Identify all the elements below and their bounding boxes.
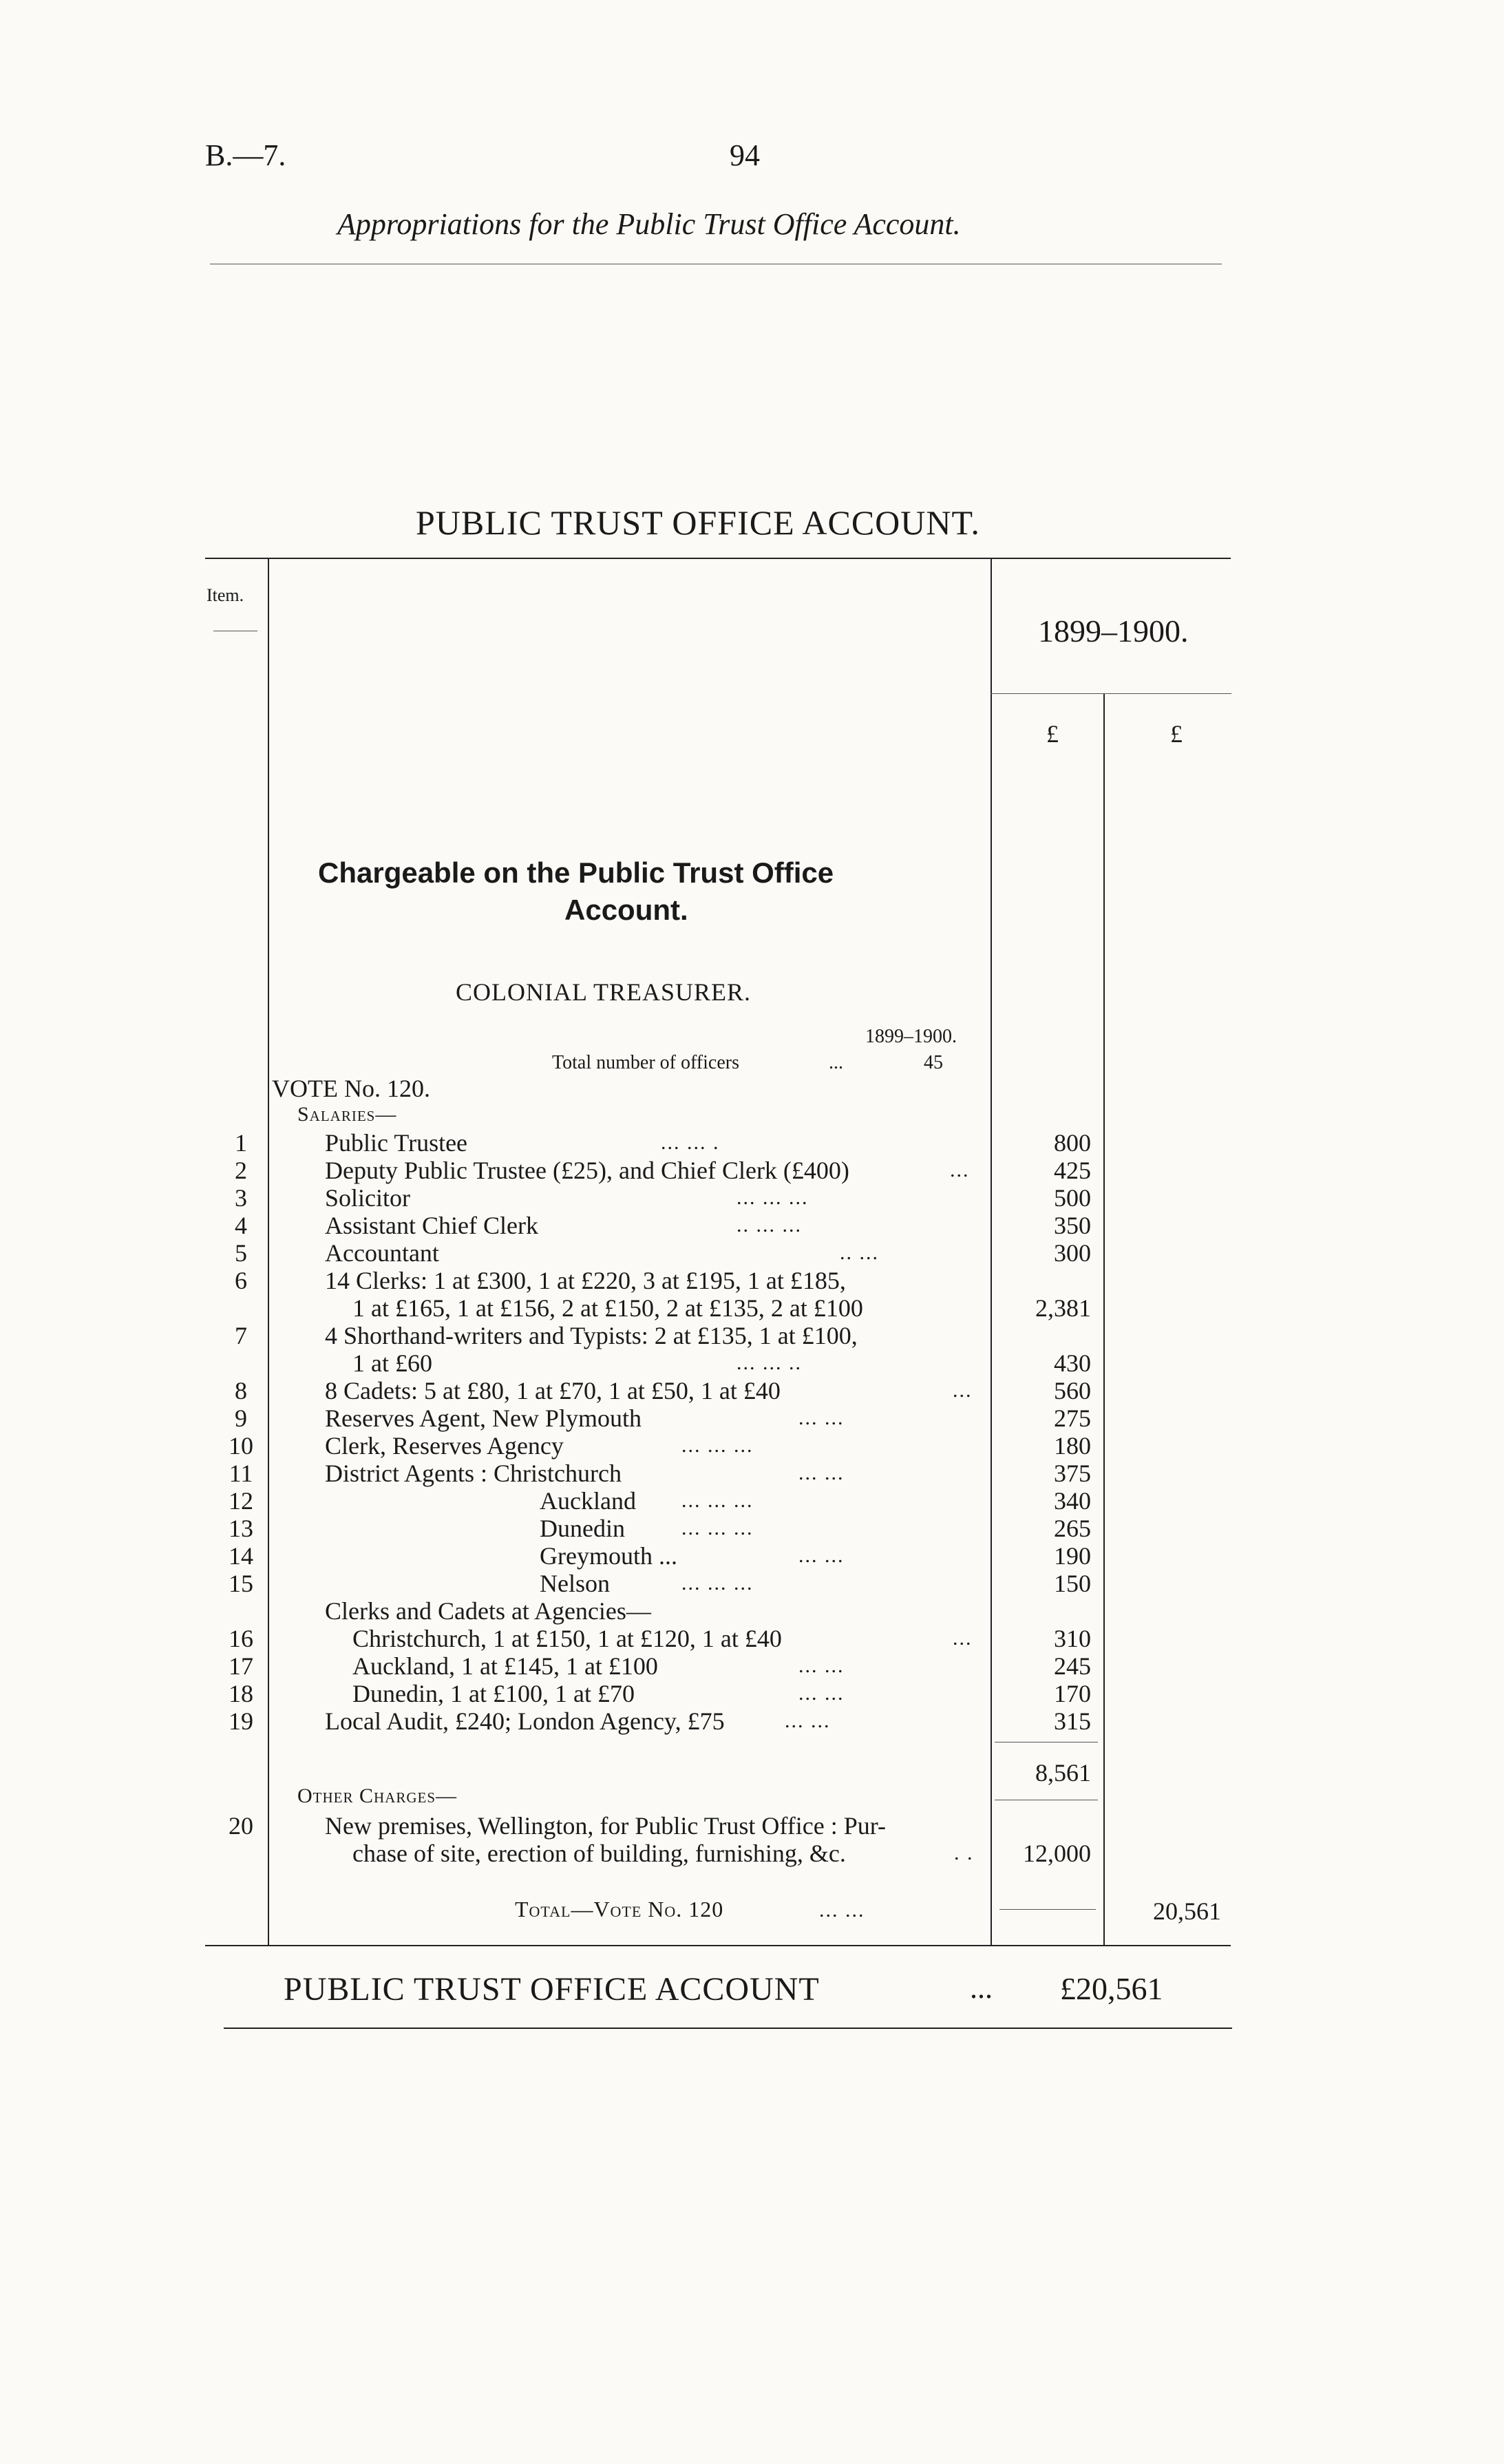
year-header-rule <box>991 693 1231 694</box>
item-amount: 300 <box>1054 1239 1091 1267</box>
item-column-header: Item. <box>206 585 244 605</box>
item-number: 1 <box>235 1129 247 1157</box>
table-top-rule <box>205 558 1231 559</box>
account-total-dots: ... <box>970 1971 993 2005</box>
page-number: 94 <box>730 138 760 172</box>
salaries-label: Salaries— <box>297 1103 397 1126</box>
item-amount: 180 <box>1054 1432 1091 1460</box>
leader-dots: ... ... <box>798 1407 845 1429</box>
leader-dots: ... ... . <box>661 1131 720 1154</box>
item-number: 16 <box>229 1625 253 1652</box>
item-number: 10 <box>229 1432 253 1460</box>
leader-dots: ... <box>950 1159 970 1181</box>
item-number: 11 <box>229 1460 253 1487</box>
item-description: District Agents : Christchurch <box>325 1460 622 1487</box>
year-column-header: 1899–1900. <box>1038 613 1189 649</box>
leader-dots: ... ... ... <box>681 1517 754 1539</box>
leader-dots: ... ... <box>819 1899 865 1921</box>
leader-dots: ... ... <box>798 1544 845 1567</box>
salaries-subtotal: 8,561 <box>1035 1759 1091 1787</box>
item-amount: 170 <box>1054 1680 1091 1707</box>
item-amount: 265 <box>1054 1515 1091 1542</box>
leader-dots: ... ... .. <box>737 1351 802 1374</box>
currency-symbol-col1: £ <box>1046 720 1059 748</box>
item-number: 3 <box>235 1184 247 1212</box>
item-amount: 12,000 <box>1023 1840 1091 1867</box>
item-number: 8 <box>235 1377 247 1404</box>
currency-symbol-col2: £ <box>1170 720 1183 748</box>
officers-dots: ... <box>829 1052 843 1073</box>
officers-count: 45 <box>924 1052 943 1073</box>
item-number: 2 <box>235 1157 247 1184</box>
item-number: 15 <box>229 1570 253 1597</box>
item-number: 13 <box>229 1515 253 1542</box>
leader-dots: .. ... <box>840 1241 879 1264</box>
item-description: Greymouth ... <box>540 1542 677 1570</box>
item-description: New premises, Wellington, for Public Trust Office : Pur- <box>325 1812 886 1840</box>
officers-year: 1899–1900. <box>865 1026 957 1047</box>
item-description: Christchurch, 1 at £150, 1 at £120, 1 at £40 <box>352 1625 782 1652</box>
item-description: 14 Clerks: 1 at £300, 1 at £220, 3 at £195, 1 at £185, <box>325 1267 846 1294</box>
item-amount: 800 <box>1054 1129 1091 1157</box>
agencies-subheading: Clerks and Cadets at Agencies— <box>325 1597 651 1625</box>
item-description: Auckland <box>540 1487 636 1515</box>
item-description: Public Trustee <box>325 1129 468 1157</box>
leader-dots: ... ... ... <box>681 1489 754 1512</box>
item-description: 4 Shorthand-writers and Typists: 2 at £135, 1 at £100, <box>325 1322 858 1349</box>
item-number: 5 <box>235 1239 247 1267</box>
account-total-amount: £20,561 <box>1060 1971 1163 2006</box>
item-amount: 375 <box>1054 1460 1091 1487</box>
leader-dots: ... ... <box>798 1654 845 1677</box>
item-description: Auckland, 1 at £145, 1 at £100 <box>352 1652 658 1680</box>
total-vote-amount: 20,561 <box>1153 1897 1221 1925</box>
item-amount: 430 <box>1054 1349 1091 1377</box>
item-number: 9 <box>235 1404 247 1432</box>
item-number: 14 <box>229 1542 253 1570</box>
item-amount: 190 <box>1054 1542 1091 1570</box>
leader-dots: ... ... ... <box>681 1572 754 1594</box>
table-bottom-rule <box>205 1945 1231 1946</box>
item-description: 8 Cadets: 5 at £80, 1 at £70, 1 at £50, 1 at £40 <box>325 1377 781 1404</box>
item-description: Assistant Chief Clerk <box>325 1212 538 1239</box>
leader-dots: ... ... <box>798 1462 845 1484</box>
amount-col-rule <box>1103 693 1105 1945</box>
leader-dots: .. ... ... <box>737 1214 802 1236</box>
item-amount: 2,381 <box>1035 1294 1091 1322</box>
item-number: 18 <box>229 1680 253 1707</box>
item-amount: 340 <box>1054 1487 1091 1515</box>
item-number: 19 <box>229 1707 253 1735</box>
leader-dots: ... ... ... <box>681 1434 754 1457</box>
item-number: 17 <box>229 1652 253 1680</box>
item-number: 4 <box>235 1212 247 1239</box>
item-description-cont: chase of site, erection of building, furnishing, &c. <box>352 1840 846 1867</box>
leader-dots: ... ... <box>798 1682 845 1705</box>
item-number: 12 <box>229 1487 253 1515</box>
item-amount: 315 <box>1054 1707 1091 1735</box>
item-amount: 560 <box>1054 1377 1091 1404</box>
item-col-rule <box>268 558 269 1945</box>
item-description: Nelson <box>540 1570 610 1597</box>
total-vote-label: Total—Vote No. 120 <box>515 1897 724 1921</box>
item-amount: 500 <box>1054 1184 1091 1212</box>
item-amount: 425 <box>1054 1157 1091 1184</box>
item-description: Clerk, Reserves Agency <box>325 1432 564 1460</box>
page-title: PUBLIC TRUST OFFICE ACCOUNT. <box>416 503 980 542</box>
item-amount: 275 <box>1054 1404 1091 1432</box>
total-rule <box>999 1909 1096 1910</box>
item-description: Dunedin, 1 at £100, 1 at £70 <box>352 1680 635 1707</box>
item-description: Local Audit, £240; London Agency, £75 <box>325 1707 725 1735</box>
item-number: 20 <box>229 1812 253 1840</box>
running-title: Appropriations for the Public Trust Office Account. <box>337 207 961 241</box>
item-amount: 350 <box>1054 1212 1091 1239</box>
item-number: 6 <box>235 1267 247 1294</box>
item-description: Accountant <box>325 1239 439 1267</box>
vote-label: VOTE No. 120. <box>272 1075 430 1102</box>
item-description-cont: 1 at £165, 1 at £156, 2 at £150, 2 at £135, 2 at £100 <box>352 1294 863 1322</box>
item-description: Deputy Public Trustee (£25), and Chief Clerk (£400) <box>325 1157 849 1184</box>
leader-dots: ... <box>953 1379 973 1402</box>
item-description: Solicitor <box>325 1184 410 1212</box>
section-title-line1: Chargeable on the Public Trust Office <box>318 856 834 889</box>
item-number: 7 <box>235 1322 247 1349</box>
item-description: Reserves Agent, New Plymouth <box>325 1404 642 1432</box>
account-total-label: PUBLIC TRUST OFFICE ACCOUNT <box>284 1971 820 2008</box>
item-description: Dunedin <box>540 1515 625 1542</box>
officers-label: Total number of officers <box>552 1052 739 1073</box>
section-title-line2: Account. <box>564 894 688 926</box>
other-charges-label: Other Charges— <box>297 1784 458 1807</box>
department-heading: COLONIAL TREASURER. <box>456 978 752 1006</box>
item-amount: 150 <box>1054 1570 1091 1597</box>
leader-dots: . . <box>954 1842 974 1864</box>
leader-dots: ... ... <box>785 1709 831 1732</box>
leader-dots: ... <box>953 1627 973 1650</box>
page-ref: B.—7. <box>205 138 286 172</box>
item-description-cont: 1 at £60 <box>352 1349 432 1377</box>
item-amount: 310 <box>1054 1625 1091 1652</box>
leader-dots: ... ... ... <box>737 1186 809 1209</box>
item-amount: 245 <box>1054 1652 1091 1680</box>
footer-bottom-rule <box>224 2028 1232 2029</box>
